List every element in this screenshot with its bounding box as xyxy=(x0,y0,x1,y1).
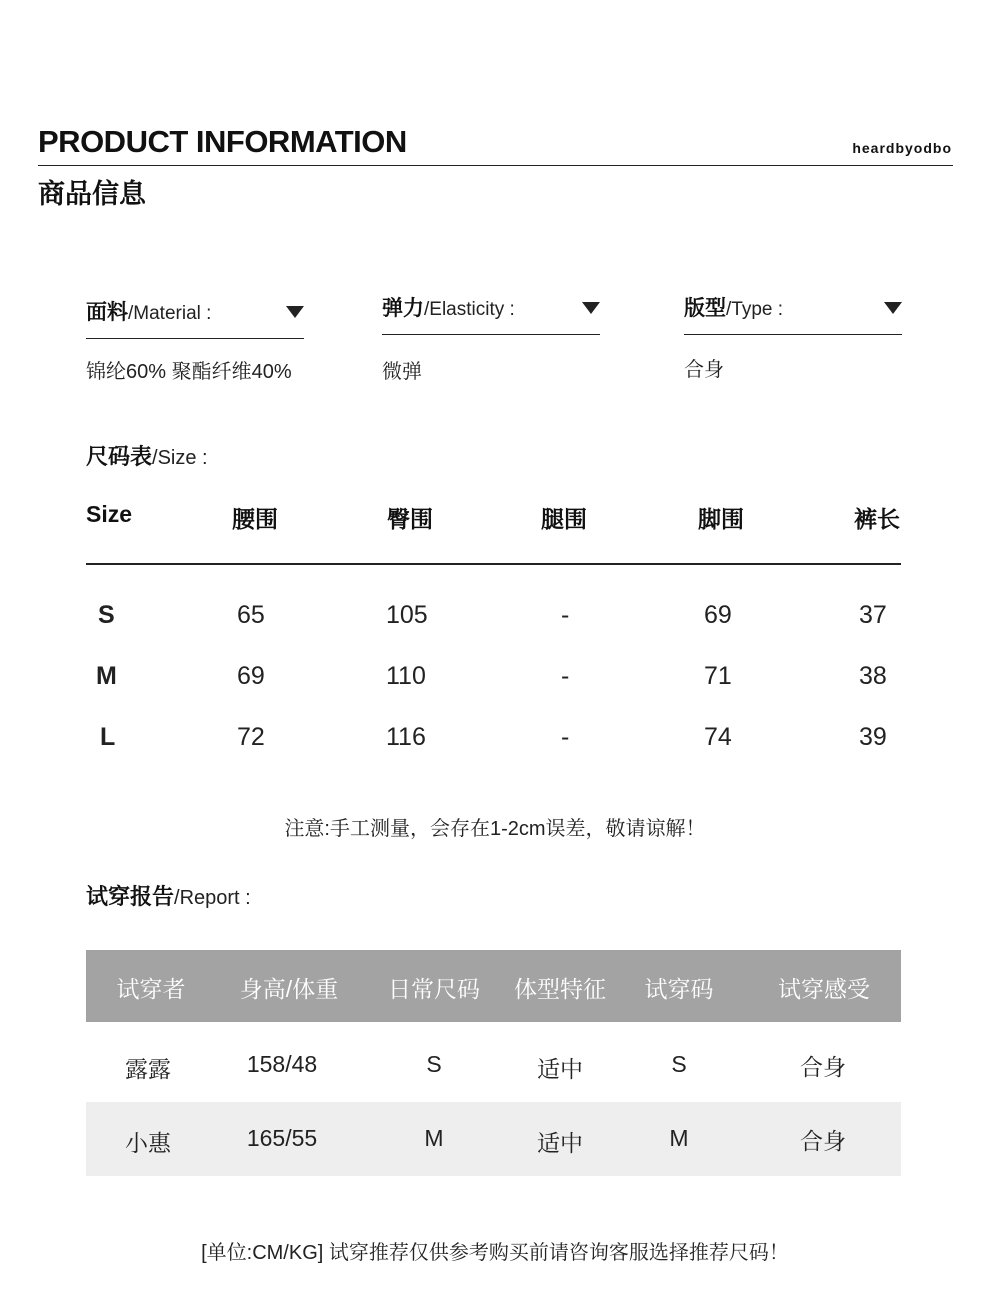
attribute-label-en: /Type : xyxy=(726,299,784,320)
dropdown-triangle-icon xyxy=(884,302,902,314)
table-row xyxy=(86,1028,901,1102)
footer-note: [单位:CM/KG] 试穿推荐仅供参考购买前请咨询客服选择推荐尺码！ xyxy=(201,1242,789,1264)
size-cell: 69 xyxy=(237,662,265,690)
page-title-cn: 商品信息 xyxy=(38,179,146,209)
attribute-label-cn: 弹力 xyxy=(382,297,424,320)
report-table-header xyxy=(86,950,901,1022)
report-cell: M xyxy=(424,1125,444,1151)
report-header-cell: 身高/体重 xyxy=(239,976,339,1002)
size-header-cell: Size xyxy=(86,501,133,527)
size-cell: - xyxy=(561,723,570,751)
size-cell: 69 xyxy=(704,601,732,629)
attribute-elasticity xyxy=(382,288,600,384)
size-cell: L xyxy=(100,723,116,751)
size-cell: - xyxy=(561,601,570,629)
size-header-cell: 裤长 xyxy=(854,506,900,532)
report-cell: 合身 xyxy=(800,1128,846,1154)
dropdown-triangle-icon xyxy=(286,306,304,318)
attribute-header xyxy=(86,292,304,339)
size-chart-label-cn: 尺码表 xyxy=(86,444,153,469)
table-row xyxy=(86,662,901,723)
table-row xyxy=(86,1102,901,1176)
size-cell: 65 xyxy=(237,601,265,629)
page-title-en: PRODUCT INFORMATION xyxy=(38,124,407,159)
size-cell: 71 xyxy=(704,662,732,690)
size-cell: 116 xyxy=(386,723,426,751)
size-cell: M xyxy=(96,662,117,690)
report-cell: 合身 xyxy=(800,1054,846,1080)
report-label-en: /Report : xyxy=(174,887,251,909)
report-cell: 165/55 xyxy=(246,1125,318,1151)
attribute-value: 微弹 xyxy=(382,361,422,383)
size-header-cell: 臀围 xyxy=(387,506,433,532)
report-header-cell: 试穿码 xyxy=(644,976,714,1002)
report-header-cell: 日常尺码 xyxy=(388,976,480,1002)
report-label-cn: 试穿报告 xyxy=(86,884,175,909)
report-cell: S xyxy=(671,1051,687,1077)
report-header-cell: 试穿感受 xyxy=(778,976,870,1002)
size-table xyxy=(86,495,901,784)
attribute-type xyxy=(684,288,902,382)
size-cell: 38 xyxy=(859,662,887,690)
attribute-label-cn: 面料 xyxy=(86,301,128,324)
size-header-cell: 脚围 xyxy=(698,506,744,532)
attribute-material xyxy=(86,292,304,384)
attribute-header xyxy=(382,288,600,335)
size-chart-label xyxy=(86,440,208,471)
attribute-value: 合身 xyxy=(684,359,724,381)
size-table-header xyxy=(86,495,901,565)
size-cell: 72 xyxy=(237,723,265,751)
title-divider xyxy=(38,165,953,166)
size-cell: S xyxy=(98,601,115,629)
size-header-cell: 腰围 xyxy=(232,506,278,532)
report-cell: 小惠 xyxy=(125,1130,171,1156)
report-label xyxy=(86,880,251,911)
attribute-value: 锦纶60% 聚酯纤维40% xyxy=(86,361,292,383)
attribute-label xyxy=(86,296,211,326)
size-cell: - xyxy=(561,662,570,690)
report-table xyxy=(86,950,901,1176)
size-header-cell: 腿围 xyxy=(541,506,587,532)
attribute-label-en: /Elasticity : xyxy=(424,299,515,320)
size-cell: 105 xyxy=(386,601,428,629)
attribute-label xyxy=(382,292,515,322)
table-row xyxy=(86,723,901,784)
attribute-label-cn: 版型 xyxy=(684,297,726,320)
brand-logo-text: heardbyodbo xyxy=(852,140,952,156)
measurement-note: 注意:手工测量，会存在1-2cm误差，敬请谅解！ xyxy=(284,818,706,840)
size-cell: 39 xyxy=(859,723,887,751)
report-header-cell: 体型特征 xyxy=(514,976,606,1002)
size-chart-label-en: /Size : xyxy=(152,447,208,469)
attribute-header xyxy=(684,288,902,335)
attribute-label-en: /Material : xyxy=(128,303,212,324)
attribute-label xyxy=(684,292,783,322)
report-cell: M xyxy=(669,1125,689,1151)
report-cell: 露露 xyxy=(125,1056,171,1082)
size-cell: 110 xyxy=(386,662,426,690)
size-cell: 74 xyxy=(704,723,732,751)
size-cell: 37 xyxy=(859,601,887,629)
report-cell: S xyxy=(426,1051,442,1077)
report-cell: 适中 xyxy=(537,1130,583,1156)
report-cell: 适中 xyxy=(537,1056,583,1082)
report-cell: 158/48 xyxy=(246,1051,318,1077)
dropdown-triangle-icon xyxy=(582,302,600,314)
size-table-body xyxy=(86,565,901,784)
report-header-cell: 试穿者 xyxy=(116,976,186,1002)
table-row xyxy=(86,601,901,662)
